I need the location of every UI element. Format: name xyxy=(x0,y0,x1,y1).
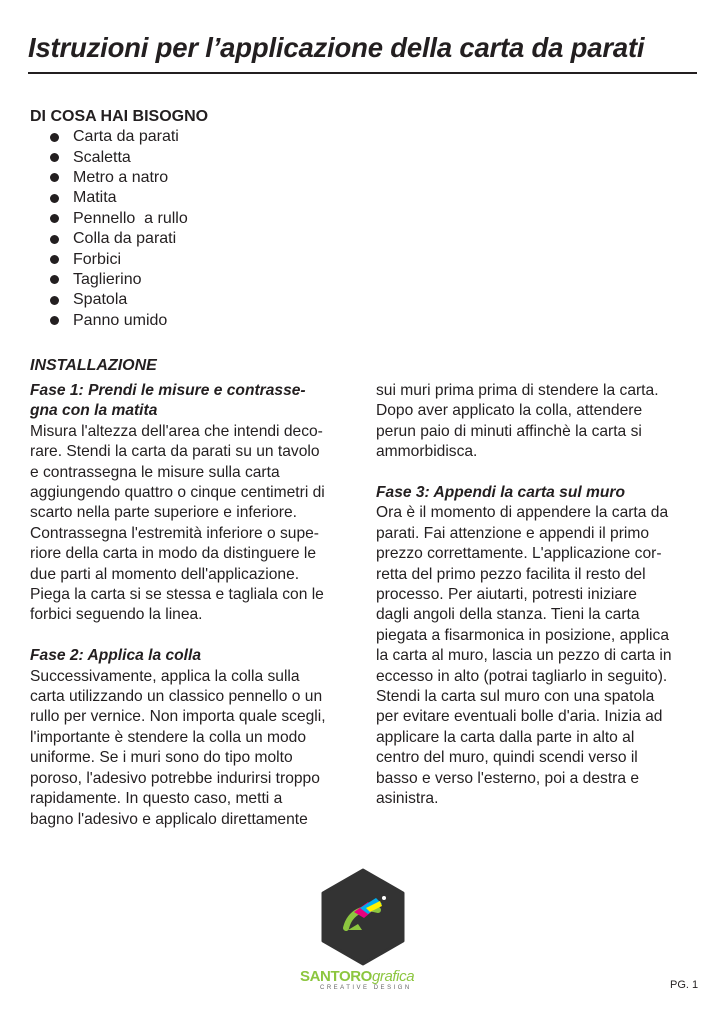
step-2-text: uniforme. Se i muri sono do tipo molto xyxy=(30,749,293,767)
step-1-text: Contrassegna l'estremità inferiore o supe- xyxy=(30,524,320,542)
page-number: PG. 1 xyxy=(670,979,699,991)
bullet-icon xyxy=(50,275,59,284)
step-2-text: bagno l'adesivo e applicalo direttamente xyxy=(30,810,308,828)
step-1-text: rare. Stendi la carta da parati su un tavolo xyxy=(30,443,320,461)
step-3-text: Stendi la carta sul muro con una spatola xyxy=(376,688,655,706)
step-2-text: perun paio di minuti affinchè la carta si xyxy=(376,422,642,440)
bullet-icon xyxy=(50,133,59,142)
step-2-text: l'importante è stendere la colla un modo xyxy=(30,728,307,746)
step-2-text: Successivamente, applica la colla sulla xyxy=(30,667,300,685)
title-divider xyxy=(28,72,697,74)
needs-heading: DI COSA HAI BISOGNO xyxy=(30,108,209,125)
step-1-text: scarto nella parte superiore e inferiore. xyxy=(30,504,297,522)
step-2-text: rullo per vernice. Non importa quale scegli, xyxy=(30,708,326,726)
step-3-text: basso e verso l'esterno, poi a destra e xyxy=(376,769,640,787)
list-item: Pennello a rullo xyxy=(50,209,188,229)
step-3-text: applicare la carta dalla parte in alto al xyxy=(376,728,635,746)
bullet-icon xyxy=(50,255,59,264)
step-2-text: ammorbidisca. xyxy=(376,443,478,461)
paragraph-gap xyxy=(376,463,672,483)
list-item: Scaletta xyxy=(50,147,188,167)
installation-right-column xyxy=(376,381,672,810)
installation-left-column xyxy=(30,381,326,830)
step-3-text: dagli angoli della stanza. Tieni la carta xyxy=(376,606,640,624)
bullet-icon xyxy=(50,235,59,244)
list-item: Panno umido xyxy=(50,311,188,331)
step-1-text: forbici seguendo la linea. xyxy=(30,606,203,624)
step-3-text: retta del primo pezzo facilita il resto del xyxy=(376,565,646,583)
step-3-heading: Fase 3: Appendi la carta sul muro xyxy=(376,484,625,502)
step-1-text: due parti al momento dell'applicazione. xyxy=(30,565,300,583)
step-3-text: piegata a fisarmonica in posizione, applica xyxy=(376,626,669,644)
step-3-text: processo. Per aiutarti, potresti iniziare xyxy=(376,586,637,604)
brand-script: grafica xyxy=(371,968,415,985)
bullet-icon xyxy=(50,194,59,203)
step-2-text: carta utilizzando un classico pennello o un xyxy=(30,688,323,706)
step-2-heading: Fase 2: Applica la colla xyxy=(30,647,202,665)
step-3-text: Ora è il momento di appendere la carta da xyxy=(376,504,669,522)
needs-list xyxy=(50,127,188,331)
brand-name: SANTORO xyxy=(300,968,372,985)
step-3-text: prezzo correttamente. L'applicazione cor- xyxy=(376,545,662,563)
step-3-text: eccesso in alto (potrai tagliarlo in seguito). xyxy=(376,667,668,685)
step-3-text: la carta al muro, lascia un pezzo di carta in xyxy=(376,647,672,665)
brand-tagline: CREATIVE DESIGN xyxy=(320,985,412,991)
step-1-text: Piega la carta si se stessa e tagliala con le xyxy=(30,586,324,604)
bullet-icon xyxy=(50,214,59,223)
bullet-icon xyxy=(50,296,59,305)
list-item: Carta da parati xyxy=(50,127,188,147)
step-1-text: e contrassegna le misure sulla carta xyxy=(30,463,280,481)
step-3-text: asinistra. xyxy=(376,790,439,808)
list-item: Taglierino xyxy=(50,270,188,290)
brand-wordmark xyxy=(300,968,430,994)
installation-heading: INSTALLAZIONE xyxy=(30,357,157,374)
step-1-heading: Fase 1: Prendi le misure e contrasse- xyxy=(30,382,306,399)
step-2-text: Dopo aver applicato la colla, attendere xyxy=(376,402,643,420)
step-2-text: sui muri prima prima di stendere la carta. xyxy=(376,382,659,399)
list-item: Matita xyxy=(50,188,188,208)
step-3-text: centro del muro, quindi scendi verso il xyxy=(376,749,638,767)
list-item: Spatola xyxy=(50,290,188,310)
paragraph-gap xyxy=(30,626,326,646)
step-1-text: aggiungendo quattro o cinque centimetri di xyxy=(30,484,325,502)
step-1-text: riore della carta in modo da distinguere le xyxy=(30,545,317,563)
bullet-icon xyxy=(50,173,59,182)
step-2-text: rapidamente. In questo caso, metti a xyxy=(30,790,283,808)
list-item: Colla da parati xyxy=(50,229,188,249)
list-item: Metro a natro xyxy=(50,168,188,188)
page-title: Istruzioni per l’applicazione della carta da parati xyxy=(28,32,645,63)
step-1-text: Misura l'altezza dell'area che intendi deco- xyxy=(30,422,323,440)
step-1-heading: gna con la matita xyxy=(30,402,158,420)
brand-logo-icon xyxy=(320,868,406,966)
step-3-text: parati. Fai attenzione e appendi il primo xyxy=(376,524,650,542)
list-item: Forbici xyxy=(50,249,188,269)
step-3-text: per evitare eventuali bolle d'aria. Inizia ad xyxy=(376,708,663,726)
bullet-icon xyxy=(50,316,59,325)
step-2-text: poroso, l'adesivo potrebbe indurirsi troppo xyxy=(30,769,320,787)
bullet-icon xyxy=(50,153,59,162)
